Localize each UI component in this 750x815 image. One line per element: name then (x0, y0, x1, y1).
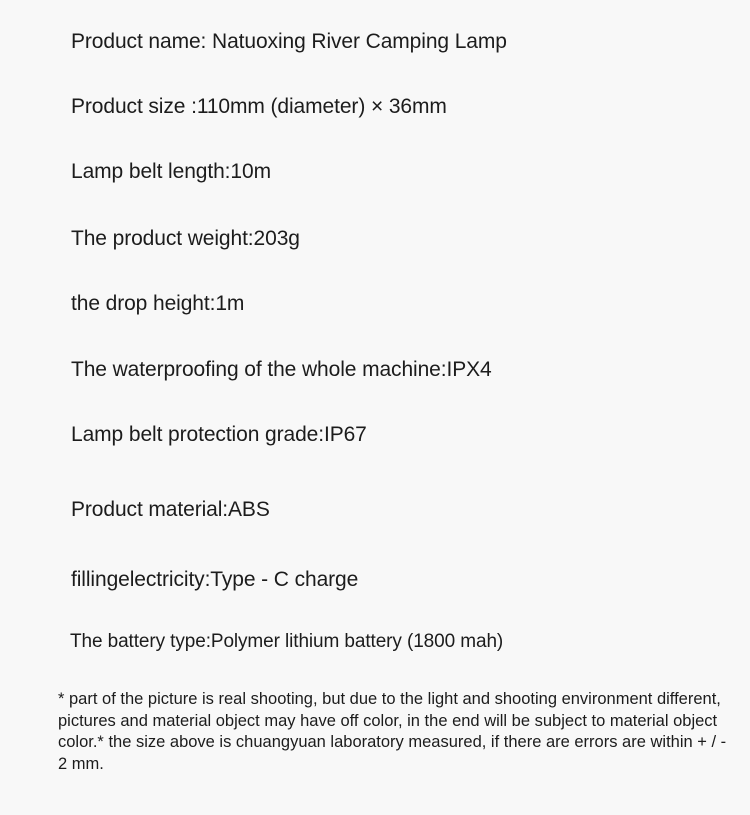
spec-product-material: Product material:ABS (71, 498, 270, 521)
disclaimer-note: * part of the picture is real shooting, but due to the light and shooting environment different, pictures and material object may have off color, in the end will be subject to material object color.* the size above is chuangyuan laboratory measured, if there are errors are within + / - 2 mm. (58, 690, 727, 773)
spec-product-name: Product name: Natuoxing River Camping Lamp (71, 30, 507, 53)
spec-waterproofing: The waterproofing of the whole machine:IPX4 (71, 358, 492, 381)
spec-lamp-belt-length: Lamp belt length:10m (71, 160, 271, 183)
spec-product-weight: The product weight:203g (71, 227, 300, 250)
spec-lamp-belt-protection: Lamp belt protection grade:IP67 (71, 423, 367, 446)
spec-product-size: Product size :110mm (diameter) × 36mm (71, 95, 447, 118)
spec-battery-type: The battery type:Polymer lithium battery (1800 mah) (70, 631, 504, 652)
spec-drop-height: the drop height:1m (71, 292, 245, 315)
spec-charging: fillingelectricity:Type - C charge (71, 568, 359, 591)
